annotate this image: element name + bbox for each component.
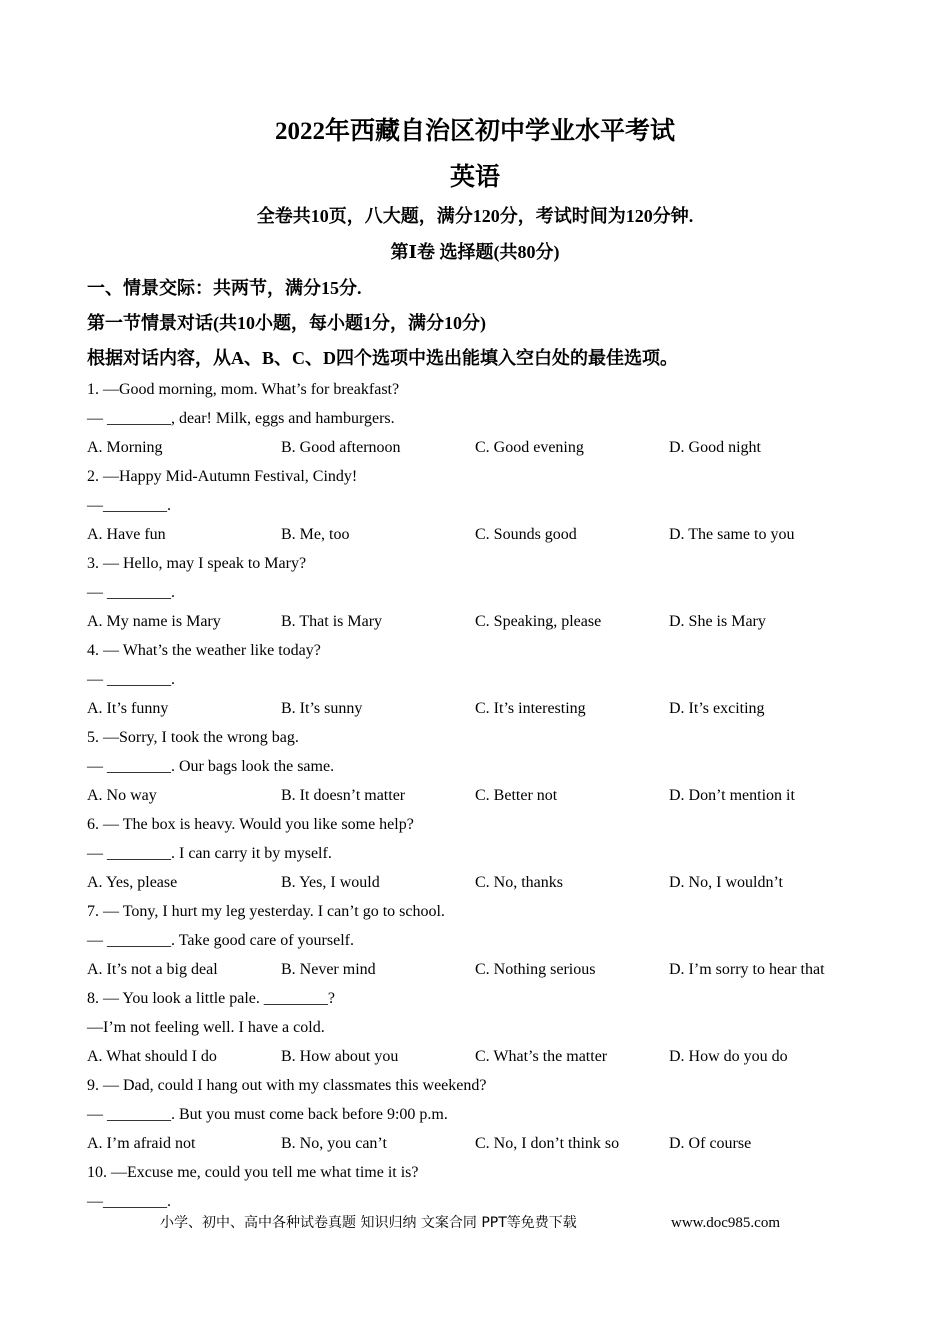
- question-response: — ________, dear! Milk, eggs and hamburgers.: [87, 410, 395, 427]
- option-b: B. Never mind: [281, 961, 376, 978]
- question-prompt: 8. — You look a little pale. ________?: [87, 990, 335, 1007]
- option-a: A. Yes, please: [87, 874, 178, 891]
- option-a: A. I’m afraid not: [87, 1135, 196, 1152]
- question-response: — ________.: [87, 671, 175, 688]
- section-heading: 一、情景交际：共两节，满分15分.: [87, 278, 362, 298]
- option-a: A. It’s funny: [87, 700, 169, 717]
- question-prompt: 10. —Excuse me, could you tell me what time it is?: [87, 1164, 419, 1181]
- option-a: A. Have fun: [87, 526, 166, 543]
- part-heading: 第Ⅰ卷 选择题(共80分): [390, 242, 560, 262]
- option-d: D. She is Mary: [669, 613, 766, 630]
- option-b: B. Good afternoon: [281, 439, 401, 456]
- option-c: C. Good evening: [475, 439, 584, 456]
- option-c: C. It’s interesting: [475, 700, 586, 717]
- option-c: C. No, thanks: [475, 874, 563, 891]
- page-title: 2022年西藏自治区初中学业水平考试: [274, 118, 675, 145]
- question-response: —I’m not feeling well. I have a cold.: [87, 1019, 325, 1036]
- question-prompt: 7. — Tony, I hurt my leg yesterday. I can’t go to school.: [87, 903, 445, 920]
- option-c: C. Speaking, please: [475, 613, 602, 630]
- question-prompt: 2. —Happy Mid-Autumn Festival, Cindy!: [87, 468, 358, 485]
- question-prompt: 9. — Dad, could I hang out with my classmates this weekend?: [87, 1077, 487, 1094]
- option-d: D. Don’t mention it: [669, 787, 795, 804]
- option-a: A. What should I do: [87, 1048, 217, 1065]
- section-subheading: 第一节情景对话(共10小题，每小题1分，满分10分): [87, 313, 486, 333]
- question-prompt: 1. —Good morning, mom. What’s for breakfast?: [87, 381, 400, 398]
- option-c: C. What’s the matter: [475, 1048, 608, 1065]
- option-d: D. How do you do: [669, 1048, 788, 1065]
- option-a: A. My name is Mary: [87, 613, 221, 630]
- option-c: C. Nothing serious: [475, 961, 596, 978]
- option-c: C. No, I don’t think so: [475, 1135, 620, 1152]
- option-b: B. It doesn’t matter: [281, 787, 406, 804]
- option-d: D. Of course: [669, 1135, 752, 1152]
- option-d: D. I’m sorry to hear that: [669, 961, 825, 978]
- option-a: A. Morning: [87, 439, 163, 456]
- option-d: D. The same to you: [669, 526, 795, 543]
- option-d: D. It’s exciting: [669, 700, 765, 717]
- question-response: — ________. I can carry it by myself.: [87, 845, 332, 862]
- option-b: B. It’s sunny: [281, 700, 363, 717]
- option-b: B. No, you can’t: [281, 1135, 387, 1152]
- question-response: —________.: [87, 497, 171, 514]
- option-b: B. Me, too: [281, 526, 350, 543]
- subject-title: 英语: [449, 164, 500, 191]
- question-response: — ________. Our bags look the same.: [87, 758, 335, 775]
- exam-info: 全卷共10页，八大题，满分120分，考试时间为120分钟.: [256, 206, 694, 226]
- question-response: — ________. Take good care of yourself.: [87, 932, 354, 949]
- option-b: B. That is Mary: [281, 613, 383, 630]
- question-prompt: 6. — The box is heavy. Would you like some help?: [87, 816, 414, 833]
- option-c: C. Better not: [475, 787, 558, 804]
- section-instruction: 根据对话内容，从A、B、C、D四个选项中选出能填入空白处的最佳选项。: [87, 348, 678, 368]
- option-b: B. How about you: [281, 1048, 399, 1065]
- option-d: D. No, I wouldn’t: [669, 874, 783, 891]
- option-a: A. It’s not a big deal: [87, 961, 218, 978]
- question-response: — ________. But you must come back before 9:00 p.m.: [87, 1106, 448, 1123]
- question-response: —________.: [87, 1193, 171, 1210]
- question-response: — ________.: [87, 584, 175, 601]
- question-prompt: 4. — What’s the weather like today?: [87, 642, 321, 659]
- footer-url[interactable]: www.doc985.com: [671, 1215, 781, 1231]
- option-d: D. Good night: [669, 439, 761, 456]
- question-prompt: 5. —Sorry, I took the wrong bag.: [87, 729, 299, 746]
- option-c: C. Sounds good: [475, 526, 577, 543]
- question-prompt: 3. — Hello, may I speak to Mary?: [87, 555, 307, 572]
- footer-text: 小学、初中、高中各种试卷真题 知识归纳 文案合同 PPT等免费下载: [160, 1215, 577, 1231]
- option-b: B. Yes, I would: [281, 874, 380, 891]
- option-a: A. No way: [87, 787, 157, 804]
